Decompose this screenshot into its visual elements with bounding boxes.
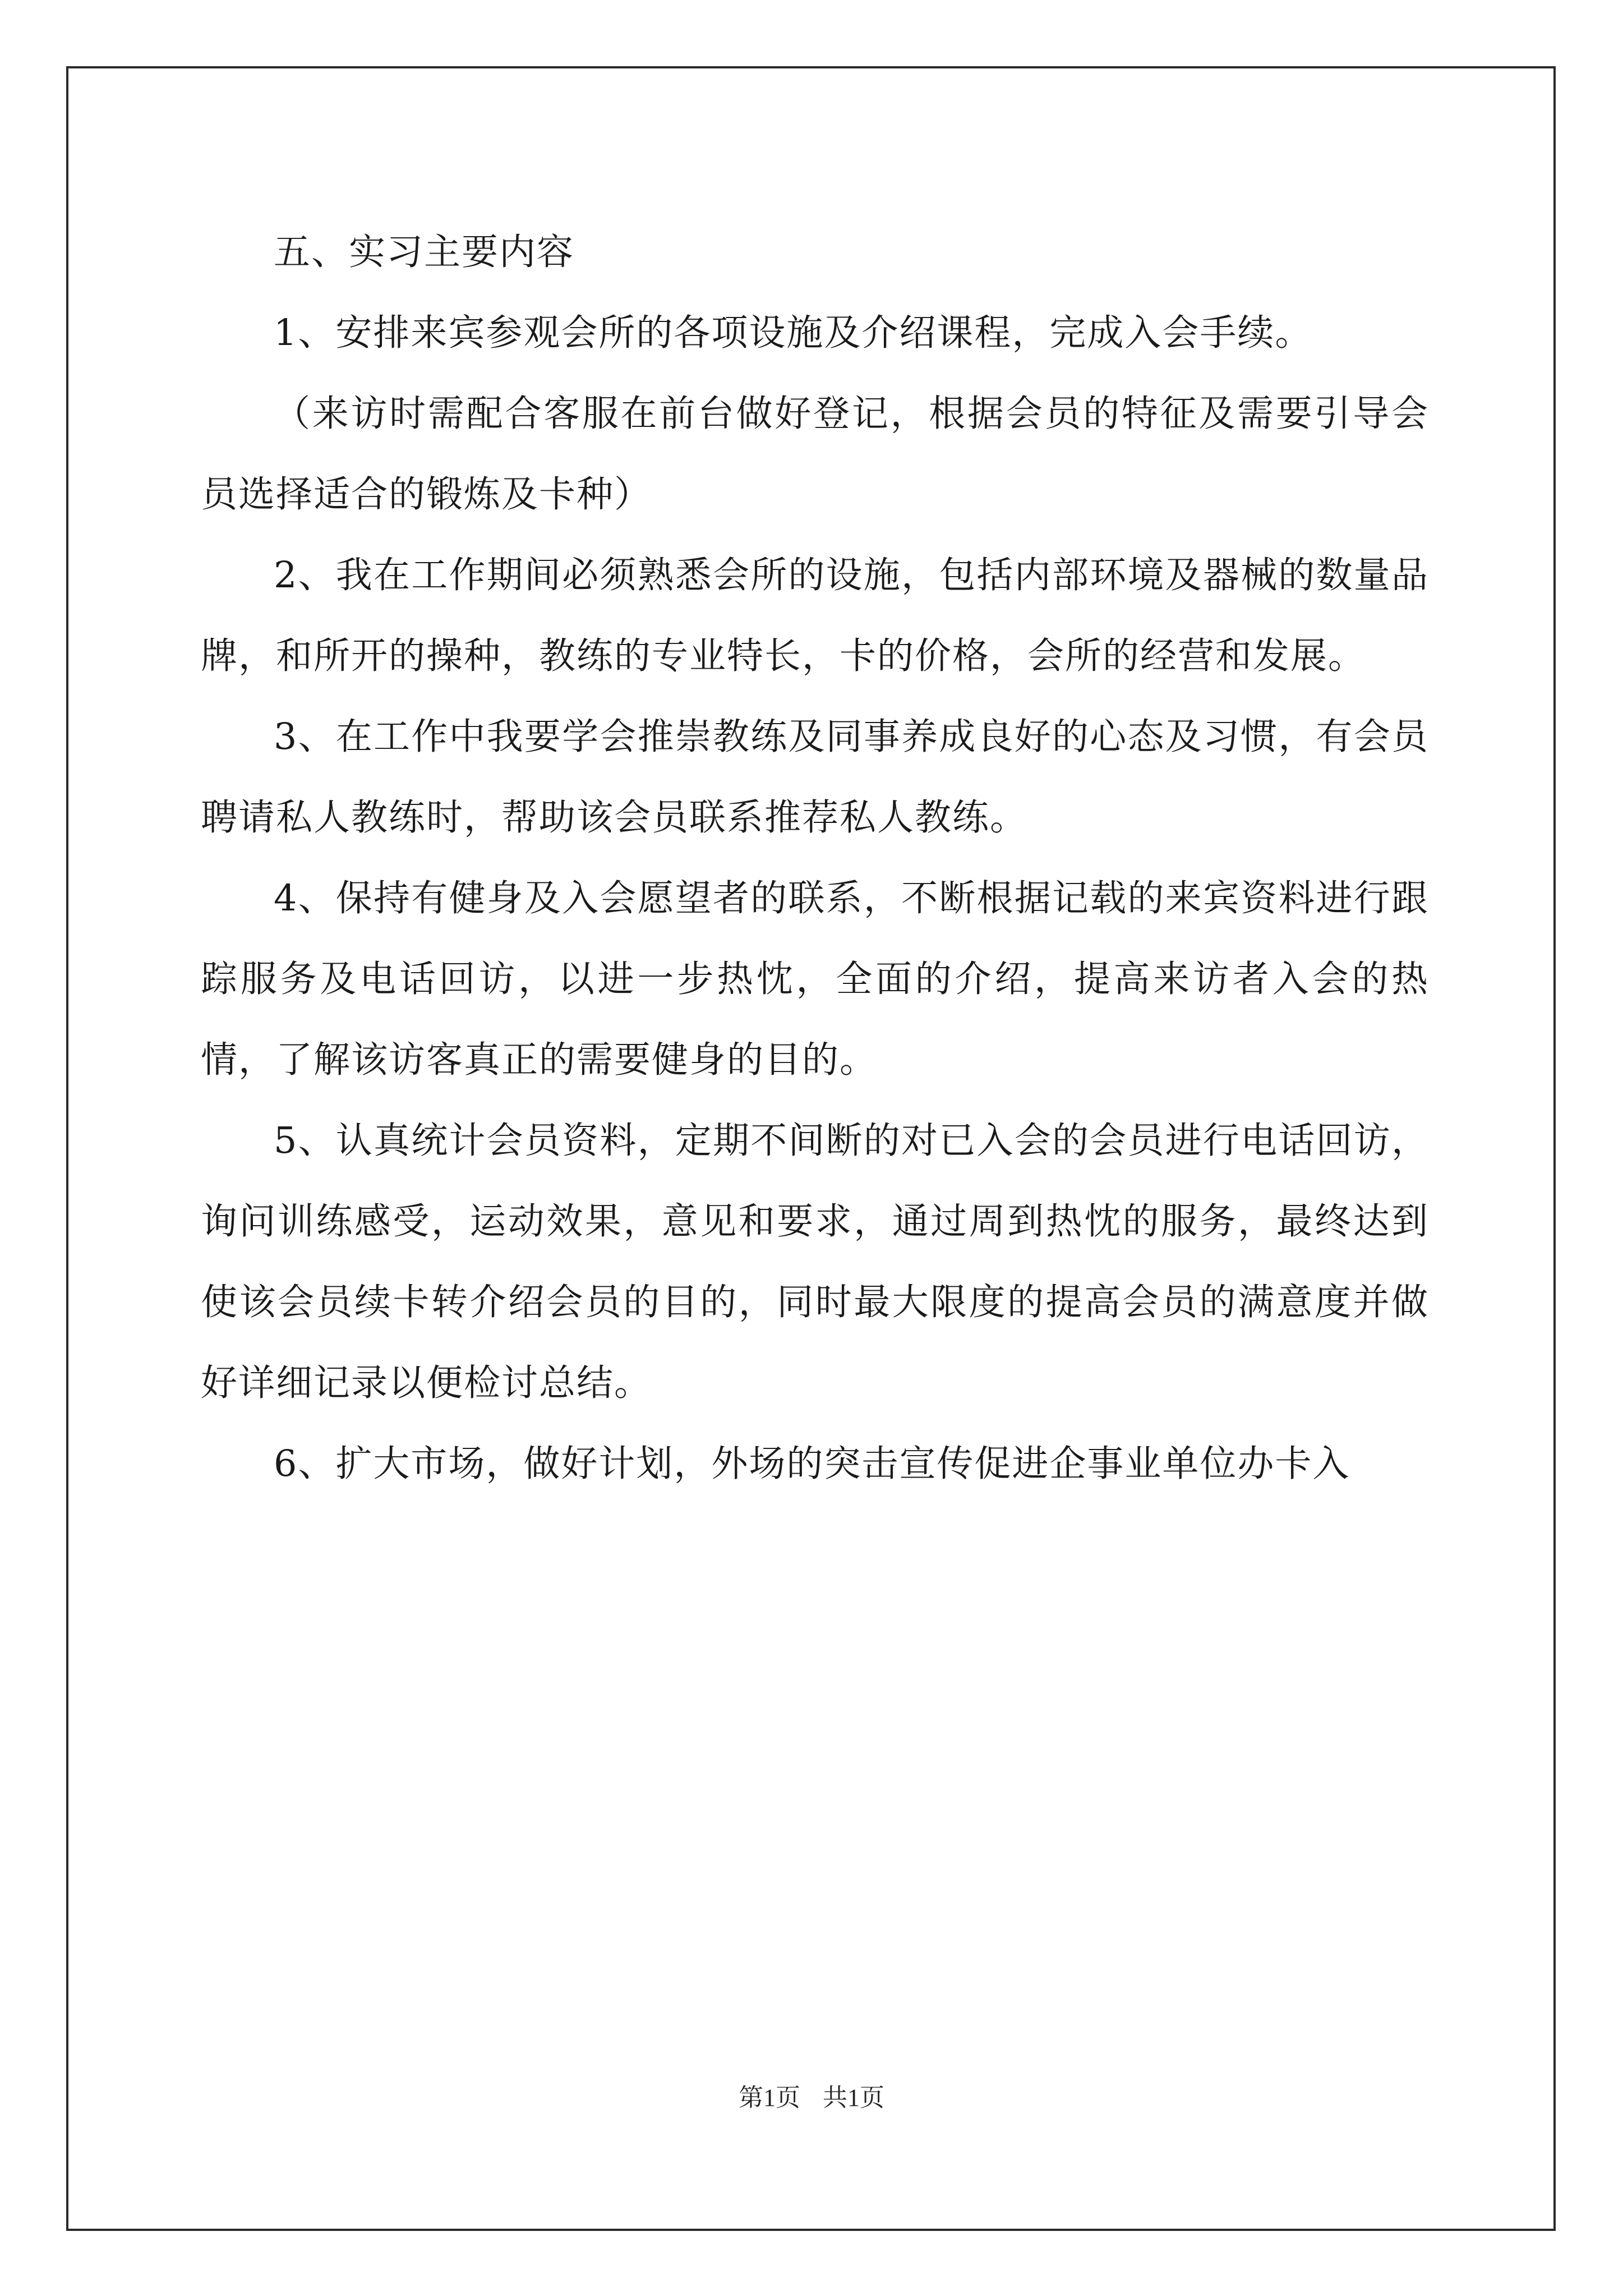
paragraph-1-note: （来访时需配合客服在前台做好登记，根据会员的特征及需要引导会员选择适合的锻炼及卡种）	[201, 393, 1429, 516]
page-number: 第1页	[739, 2084, 800, 2111]
paragraph-1: 1、安排来宾参观会所的各项设施及介绍课程，完成入会手续。	[274, 312, 1313, 354]
document-body	[201, 212, 1429, 1504]
section-heading: 五、实习主要内容	[274, 231, 575, 273]
paragraph-2: 2、我在工作期间必须熟悉会所的设施，包括内部环境及器械的数量品牌，和所开的操种，教练的专业特长，卡的价格，会所的经营和发展。	[201, 554, 1429, 677]
paragraph-4: 4、保持有健身及入会愿望者的联系，不断根据记载的来宾资料进行跟踪服务及电话回访，以进一步热忱，全面的介绍，提高来访者入会的热情，了解该访客真正的需要健身的目的。	[201, 877, 1429, 1081]
paragraph-5: 5、认真统计会员资料，定期不间断的对已入会的会员进行电话回访，询问训练感受，运动效果，意见和要求，通过周到热忱的服务，最终达到使该会员续卡转介绍会员的目的，同时最大限度的提高会员的满意度并做好详细记录以便检讨总结。	[201, 1120, 1429, 1404]
paragraph-6: 6、扩大市场，做好计划，外场的突击宣传促进企事业单位办卡入	[274, 1443, 1350, 1485]
page-total: 共1页	[823, 2084, 884, 2111]
page-footer	[0, 2081, 1623, 2115]
paragraph-3: 3、在工作中我要学会推崇教练及同事养成良好的心态及习惯，有会员聘请私人教练时，帮助该会员联系推荐私人教练。	[201, 716, 1429, 839]
